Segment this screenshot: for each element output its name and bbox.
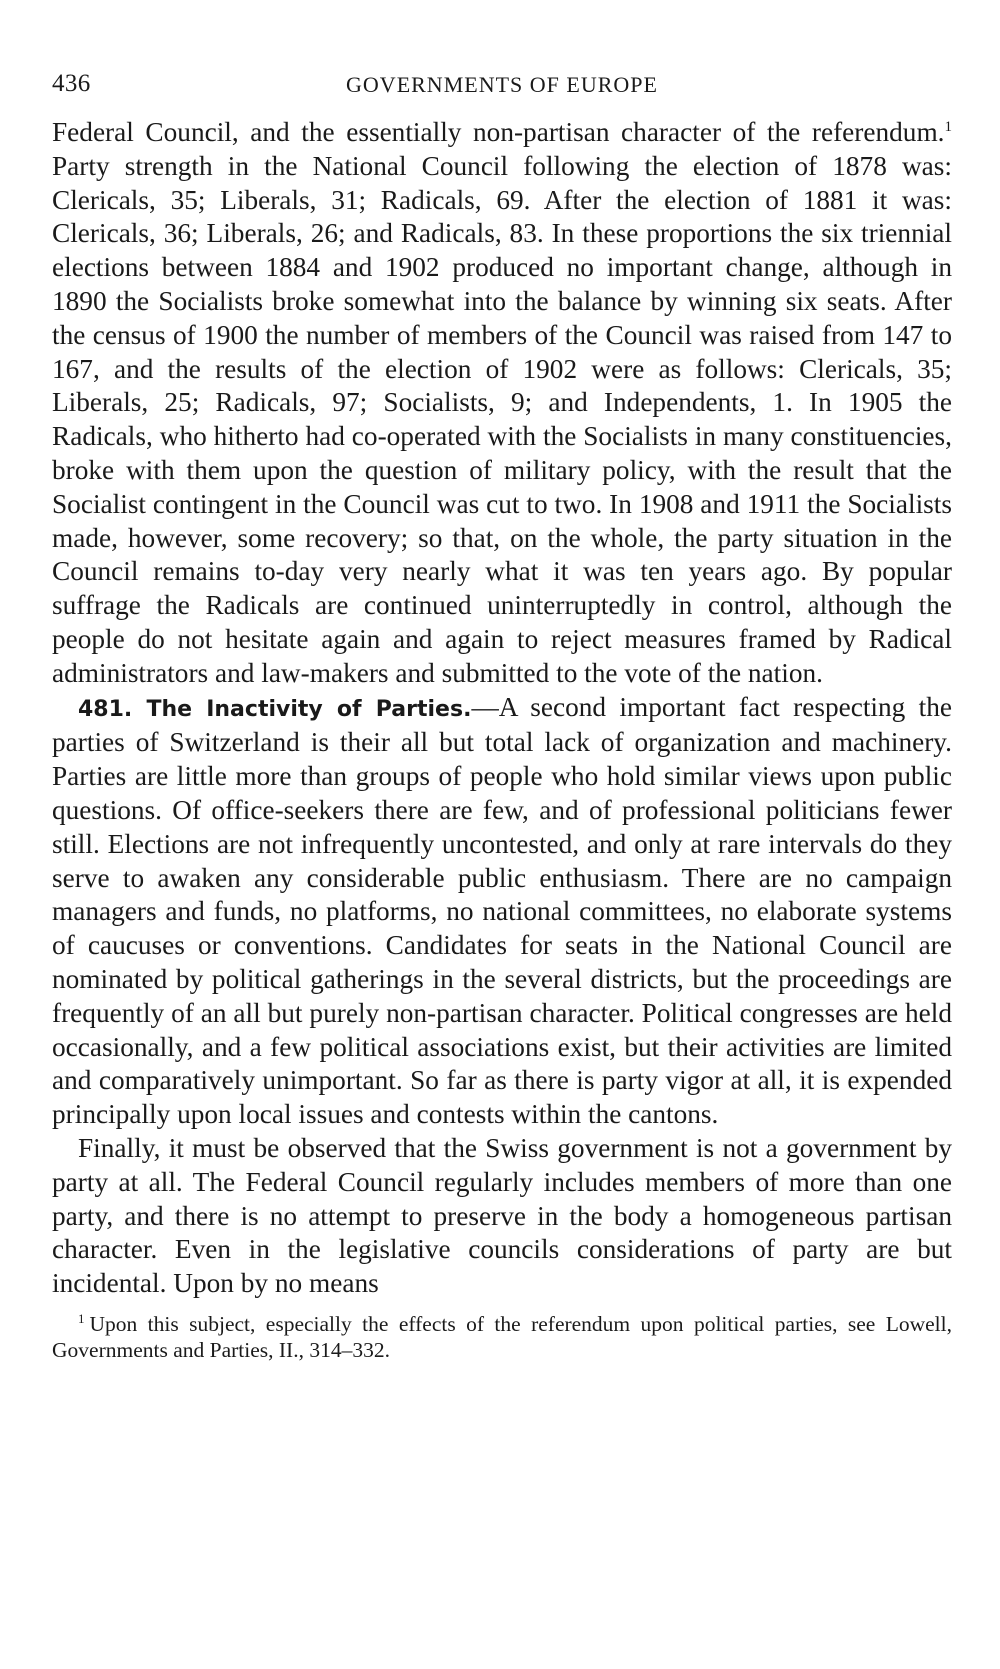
paragraph-text: Federal Council, and the essentially non-partisan character of the referendum.	[52, 117, 945, 147]
paragraph-not-party-government	[52, 1132, 952, 1301]
footnote-reference: 1	[944, 119, 952, 135]
paragraph-inactivity-of-parties	[52, 691, 952, 1132]
book-page	[52, 70, 952, 1363]
section-heading: 481. The Inactivity of Parties.	[78, 696, 472, 722]
paragraph-text: —A second important fact respecting the parties of Switzerland is their all but total lack of organization and machinery. Parties are little more than groups of people who hold similar views upon public questions. Of office-seekers there are few, and of professional politicians fewer still. Elections are not infrequently uncontested, and only at rare intervals do they serve to awaken any considerable public enthusiasm. There are no campaign managers and funds, no platforms, no national committees, no elaborate systems of caucuses or conventions. Candidates for seats in the National Council are nominated by political gatherings in the several districts, but the proceedings are frequently of an all but purely non-partisan character. Political congresses are held occasionally, and a few political associations exist, but their activities are limited and comparatively unimportant. So far as there is party vigor at all, it is expended principally upon local issues and contests within the cantons.	[52, 691, 952, 1130]
running-head	[52, 70, 952, 110]
paragraph-text: Finally, it must be observed that the Swiss government is not a government by party at all. The Federal Council regularly includes members of more than one party, and there is no attempt to preserve in the body a homogeneous partisan character. Even in the legislative councils considerations of party are but incidental. Upon by no means	[52, 1132, 952, 1299]
paragraph-text: Party strength in the National Council following the election of 1878 was: Clericals, 35; Liberals, 31; Radicals, 69. After the election of 1881 it was: Clericals, 36; Liberals, 26; and Radicals, 83. In these proportions the six triennial elections between 1884 and 1902 produced no important change, although in 1890 the Socialists broke somewhat into the balance by winning six seats. After the census of 1900 the number of members of the Council was raised from 147 to 167, and the results of the election of 1902 were as follows: Clericals, 35; Liberals, 25; Radicals, 97; Socialists, 9; and Independents, 1. In 1905 the Radicals, who hitherto had co-operated with the Socialists in many constituencies, broke with them upon the question of military policy, with the result that the Socialist contingent in the Council was cut to two. In 1908 and 1911 the Socialists made, however, some recovery; so that, on the whole, the party situation in the Council remains to-day very nearly what it was ten years ago. By popular suffrage the Radicals are continued uninterruptedly in control, although the people do not hesitate again and again to reject measures framed by Radical administrators and law-makers and submitted to the vote of the nation.	[52, 150, 952, 688]
running-title: GOVERNMENTS OF EUROPE	[346, 72, 658, 97]
footnote	[52, 1311, 952, 1363]
paragraph-party-strength	[52, 116, 952, 691]
body-text	[52, 116, 952, 1301]
footnote-marker: 1	[78, 1310, 85, 1326]
footnote-text: Upon this subject, especially the effects of the referendum upon political parties, see Lowell, Governments and Parties, II., 314–332.	[52, 1311, 952, 1362]
page-number: 436	[52, 70, 91, 97]
